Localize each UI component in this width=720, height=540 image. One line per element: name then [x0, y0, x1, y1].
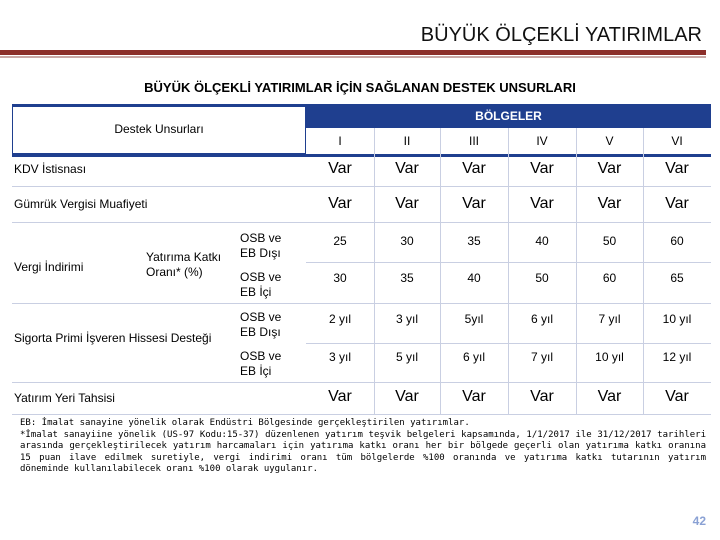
- table-cell: Var: [395, 388, 419, 405]
- table-cell: Var: [462, 160, 486, 177]
- corner-label: Destek Unsurları: [114, 122, 204, 136]
- table-cell: Var: [530, 195, 554, 212]
- page-number: 42: [692, 514, 706, 528]
- footnotes: [20, 418, 706, 476]
- table-cell: 35: [400, 271, 414, 285]
- osb-label: OSB ve EB İçi: [240, 270, 282, 299]
- table-cell: 5yıl: [464, 312, 484, 326]
- table-cell: Var: [597, 160, 622, 177]
- table-cell: 10 yıl: [662, 312, 692, 326]
- table-cell: 12 yıl: [662, 350, 692, 364]
- region-header-4: IV: [536, 134, 548, 148]
- row-label-kdv: KDV İstisnası: [14, 162, 87, 176]
- table-cell: Var: [530, 160, 554, 177]
- table-cell: Var: [665, 160, 689, 177]
- table-cell: Var: [530, 388, 554, 405]
- table-cell: 6 yıl: [530, 312, 553, 326]
- footnote-star: *İmalat sanayiine yönelik (US-97 Kodu:15-37) düzenlenen yatırım teşvik belgeleri kapsamında, 1/1/2017 ile 31/12/2017 tarihleri arasında gerçekleştirilecek yatırım harcamaları için yatırıma katkı oranı her bir bölgede geçerli olan yatırıma katkı oranına 15 puan ilave edilmek suretiyle, vergi indirimi oranı tüm bölgelerde %100 oranında ve yatırıma katkı tutarının yatırım döneminde kullanılabilecek oranı %100 olarak uygulanır.: [20, 429, 706, 474]
- table-cell: Var: [597, 195, 622, 212]
- table-cell: Var: [395, 195, 419, 212]
- title-rule-thin: [0, 56, 706, 58]
- osb-label: OSB ve EB Dışı: [240, 231, 282, 260]
- row-label-vergi: Vergi İndirimi: [14, 260, 84, 274]
- region-header-3: III: [468, 134, 479, 148]
- table-cell: 50: [602, 234, 617, 248]
- table-cell: 30: [400, 234, 414, 248]
- table-cell: Var: [462, 388, 486, 405]
- table-cell: Var: [597, 388, 622, 405]
- table-cell: 35: [467, 234, 481, 248]
- table-cell: 30: [333, 271, 347, 285]
- table-cell: Var: [462, 195, 486, 212]
- slide-title: BÜYÜK ÖLÇEKLİ YATIRIMLAR: [420, 24, 702, 46]
- table-cell: Var: [328, 160, 352, 177]
- header-divider: [12, 154, 711, 157]
- table-cell: 7 yıl: [530, 350, 553, 364]
- table-cell: Var: [665, 388, 689, 405]
- row-label-gumruk: Gümrük Vergisi Muafiyeti: [14, 197, 148, 211]
- table-cell: 40: [535, 234, 549, 248]
- row-label-sigorta: Sigorta Primi İşveren Hissesi Desteği: [14, 331, 212, 345]
- table-cell: 5 yıl: [395, 350, 418, 364]
- row-sublabel-katki: Yatırıma Katkı Oranı* (%): [146, 250, 222, 279]
- table-cell: 25: [333, 234, 347, 248]
- table-cell: Var: [328, 388, 352, 405]
- region-header-1: I: [338, 134, 342, 148]
- table-cell: 65: [670, 271, 684, 285]
- osb-label: OSB ve EB İçi: [240, 349, 282, 378]
- table-cell: Var: [395, 160, 419, 177]
- row-label-yatirim: Yatırım Yeri Tahsisi: [14, 391, 115, 405]
- table-cell: 6 yıl: [462, 350, 485, 364]
- table-cell: 3 yıl: [328, 350, 351, 364]
- osb-label: OSB ve EB Dışı: [240, 310, 282, 339]
- table-cell: 10 yıl: [595, 350, 624, 364]
- table-cell: 7 yıl: [598, 312, 621, 326]
- region-header-2: II: [403, 134, 411, 148]
- table-cell: 40: [467, 271, 481, 285]
- table-cell: Var: [328, 195, 352, 212]
- region-header-6: VI: [671, 134, 683, 148]
- table-title: BÜYÜK ÖLÇEKLİ YATIRIMLAR İÇİN SAĞLANAN DESTEK UNSURLARI: [144, 80, 576, 95]
- footnote-eb: EB: İmalat sanayine yönelik olarak Endüstri Bölgesinde gerçekleştirilen yatırımlar.: [20, 418, 470, 428]
- regions-group-header: BÖLGELER: [475, 109, 542, 123]
- table-cell: 60: [602, 271, 617, 285]
- region-header-5: V: [605, 134, 614, 148]
- title-rule: [0, 50, 706, 55]
- table-cell: 2 yıl: [328, 312, 351, 326]
- table-cell: 3 yıl: [395, 312, 418, 326]
- table-cell: 50: [535, 271, 549, 285]
- table-cell: 60: [670, 234, 684, 248]
- table-cell: Var: [665, 195, 689, 212]
